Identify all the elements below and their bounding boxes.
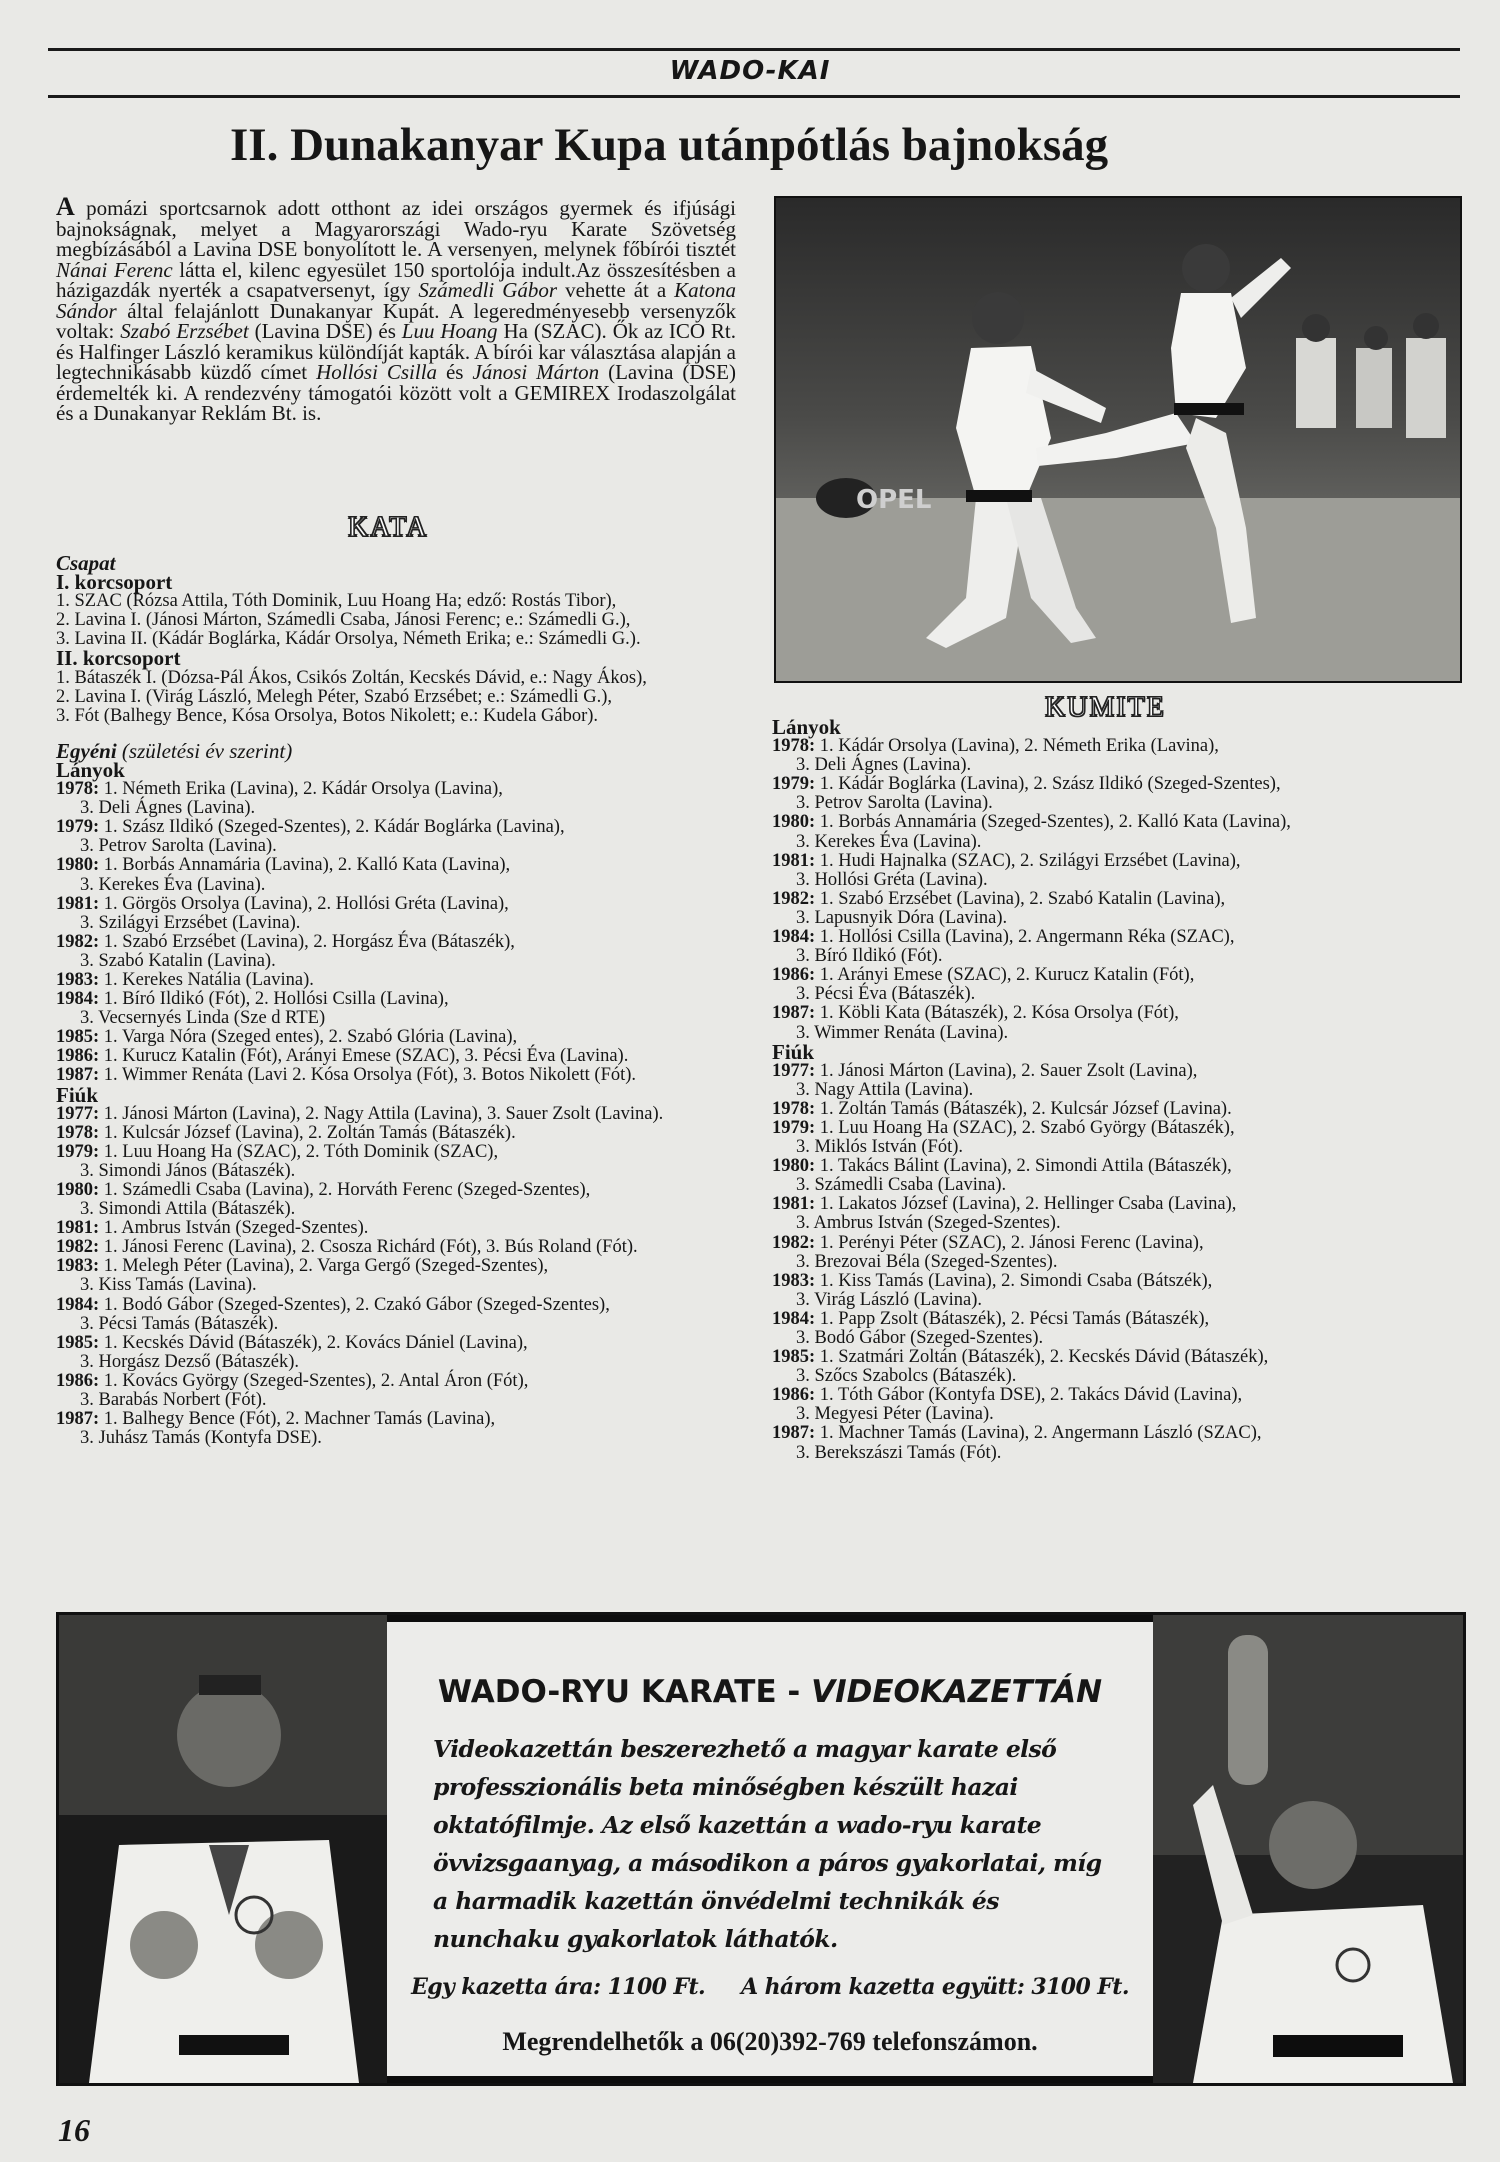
kata-girls-heading: Lányok: [56, 757, 125, 782]
result-line: 1985: 1. Kecskés Dávid (Bátaszék), 2. Kovács Dániel (Lavina),: [56, 1332, 528, 1353]
result-line: 1985: 1. Varga Nóra (Szeged entes), 2. Szabó Glória (Lavina),: [56, 1027, 518, 1048]
result-line-cont: 3. Juhász Tamás (Kontyfa DSE).: [80, 1428, 322, 1449]
result-line: 1979: 1. Kádár Boglárka (Lavina), 2. Szász Ildikó (Szeged-Szentes),: [772, 774, 1281, 795]
result-line: 1983: 1. Kerekes Natália (Lavina).: [56, 969, 314, 990]
result-line-cont: 3. Miklós István (Fót).: [796, 1137, 964, 1158]
kumite-results: [772, 715, 1291, 1463]
result-line: 1979: 1. Luu Hoang Ha (SZAC), 2. Tóth Dominik (SZAC),: [56, 1141, 499, 1162]
result-line: 1986: 1. Kurucz Katalin (Fót), Arányi Emese (SZAC), 3. Pécsi Éva (Lavina).: [56, 1046, 629, 1067]
result-line: 1984: 1. Bíró Ildikó (Fót), 2. Hollósi Csilla (Lavina),: [56, 989, 449, 1010]
karate-master-photo-right: [1153, 1615, 1463, 2083]
price-single: Egy kazetta ára: 1100 Ft.: [411, 1974, 706, 2000]
result-line: 1982: 1. Szabó Erzsébet (Lavina), 2. Horgász Éva (Bátaszék),: [56, 931, 515, 952]
result-line: 1984: 1. Papp Zsolt (Bátaszék), 2. Pécsi Tamás (Bátaszék),: [772, 1308, 1210, 1329]
team-heading: Csapat: [56, 551, 116, 575]
result-line-cont: 3. Horgász Dezső (Bátaszék).: [80, 1351, 300, 1372]
result-line: 1982: 1. Szabó Erzsébet (Lavina), 2. Szabó Katalin (Lavina),: [772, 888, 1226, 909]
result-line-cont: 3. Pécsi Tamás (Bátaszék).: [80, 1313, 279, 1334]
kata-boys-heading: Fiúk: [56, 1082, 99, 1107]
result-line-cont: 3. Pécsi Éva (Bátaszék).: [796, 984, 976, 1005]
kata-girls-list: [56, 780, 663, 1086]
result-line-cont: 3. Kiss Tamás (Lavina).: [80, 1275, 257, 1296]
result-line-cont: 3. Deli Ágnes (Lavina).: [796, 755, 972, 776]
result-line-cont: 3. Berekszászi Tamás (Fót).: [796, 1442, 1002, 1463]
result-line-cont: 3. Virág László (Lavina).: [796, 1289, 983, 1310]
header-label: WADO-KAI: [669, 56, 831, 86]
result-line: 1986: 1. Kovács György (Szeged-Szentes), 2. Antal Áron (Fót),: [56, 1370, 529, 1391]
header-bottom-rule: [48, 95, 1460, 98]
result-line-cont: 3. Megyesi Péter (Lavina).: [796, 1404, 994, 1425]
result-line-cont: 3. Bíró Ildikó (Fót).: [796, 946, 943, 967]
article-intro: A pomázi sportcsarnok adott otthont az idei országos gyermek és ifjúsági bajnokságnak, melyet a Magyarországi Wado-ryu Karate Szövetség megbízásából a Lavina DSE bonyolított le. A versenyen, melynek főbírói tisztét Nánai Ferenc látta el, kilenc egyesület 150 sportolója indult.Az összesítésben a házigazdák nyerték a csapatversenyt, így Számedli Gábor vehette át a Katona Sándor által felajánlott Dunakanyar Kupát. A legeredményesebb versenyzők voltak: Szabó Erzsébet (Lavina DSE) és Luu Hoang Ha (SZAC). Ők az ICO Rt. és Halfinger László keramikus különdíját kapták. A bírói kar választása alapján a legtechnikásabb küzdő címet Hollósi Csilla és Jánosi Márton (Lavina (DSE) érdemelték ki. A rendezvény támogatói között volt a GEMIREX Irodaszolgálat és a Dunakanyar Reklám Bt. is.: [56, 192, 737, 425]
result-line-cont: 3. Deli Ágnes (Lavina).: [80, 798, 256, 819]
ad-order-phone: Megrendelhetők a 06(20)392-769 telefonszámon.: [502, 2027, 1038, 2056]
result-line-cont: 3. Vecsernyés Linda (Sze d RTE): [80, 1008, 326, 1029]
result-line: 1981: 1. Lakatos József (Lavina), 2. Hellinger Csaba (Lavina),: [772, 1194, 1237, 1215]
kumite-boys-list: [772, 1062, 1291, 1463]
result-line: 1979: 1. Luu Hoang Ha (SZAC), 2. Szabó György (Bátaszék),: [772, 1117, 1235, 1138]
kata-team-group-1: I. korcsoport 1. SZAC (Rózsa Attila, Tóth Dominik, Luu Hoang Ha; edző: Rostás Tibor), 2. Lavina I. (Jánosi Márton, Számedli Csaba, Jánosi Ferenc; e.: Számedli G.), 3. Lavina II. (Kádár Boglárka, Kádár Orsolya, Németh Erika; e.: Számedli G.).: [56, 570, 641, 650]
result-line-cont: 3. Petrov Sarolta (Lavina).: [796, 793, 993, 814]
result-line: 1981: 1. Görgös Orsolya (Lavina), 2. Hollósi Gréta (Lavina),: [56, 893, 509, 914]
result-line-cont: 3. Barabás Norbert (Fót).: [80, 1390, 267, 1411]
kata-section-title: KATA: [348, 512, 429, 543]
result-line: 1987: 1. Machner Tamás (Lavina), 2. Angermann László (SZAC),: [772, 1423, 1262, 1444]
result-line: 1978: 1. Németh Erika (Lavina), 2. Kádár Orsolya (Lavina),: [56, 779, 503, 800]
article-title: II. Dunakanyar Kupa utánpótlás bajnokság: [230, 119, 1109, 171]
kumite-boys-heading: Fiúk: [772, 1039, 815, 1064]
individual-heading: Egyéni (születési év szerint): [56, 738, 293, 763]
result-line: 1981: 1. Ambrus István (Szeged-Szentes).: [56, 1218, 369, 1239]
ad-title: WADO-RYU KARATE - VIDEOKAZETTÁN: [437, 1674, 1103, 1710]
kumite-section-title: KUMITE: [1045, 692, 1166, 723]
ad-prices: [387, 1974, 1153, 2000]
result-line: 1977: 1. Jánosi Márton (Lavina), 2. Nagy Attila (Lavina), 3. Sauer Zsolt (Lavina).: [56, 1103, 664, 1124]
result-line: 1980: 1. Borbás Annamária (Szeged-Szentes), 2. Kalló Kata (Lavina),: [772, 812, 1291, 833]
result-line: 1977: 1. Jánosi Márton (Lavina), 2. Sauer Zsolt (Lavina),: [772, 1060, 1198, 1081]
result-line: 1986: 1. Tóth Gábor (Kontyfa DSE), 2. Takács Dávid (Lavina),: [772, 1385, 1243, 1406]
price-all: A három kazetta együtt: 3100 Ft.: [741, 1974, 1129, 2000]
result-line-cont: 3. Ambrus István (Szeged-Szentes).: [796, 1213, 1061, 1234]
result-line: 1983: 1. Melegh Péter (Lavina), 2. Varga Gergő (Szeged-Szentes),: [56, 1256, 549, 1277]
result-line-cont: 3. Szabó Katalin (Lavina).: [80, 950, 276, 971]
result-line-cont: 3. Lapusnyik Dóra (Lavina).: [796, 907, 1008, 928]
result-line: 1982: 1. Jánosi Ferenc (Lavina), 2. Csosza Richárd (Fót), 3. Bús Roland (Fót).: [56, 1237, 638, 1258]
kata-results: [56, 551, 664, 1449]
page-number: 16: [58, 2112, 90, 2148]
video-cassette-ad: [56, 1612, 1466, 2086]
result-line: 1980: 1. Borbás Annamária (Lavina), 2. Kalló Kata (Lavina),: [56, 855, 511, 876]
result-line-cont: 3. Wimmer Renáta (Lavina).: [796, 1022, 1009, 1043]
result-line-cont: 3. Nagy Attila (Lavina).: [796, 1079, 974, 1100]
result-line-cont: 3. Simondi Attila (Bátaszék).: [80, 1199, 296, 1220]
result-line-cont: 3. Kerekes Éva (Lavina).: [80, 874, 266, 895]
result-line: 1987: 1. Köbli Kata (Bátaszék), 2. Kósa Orsolya (Fót),: [772, 1003, 1179, 1024]
result-line: 1984: 1. Hollósi Csilla (Lavina), 2. Angermann Réka (SZAC),: [772, 927, 1235, 948]
kata-team-group-2: II. korcsoport 1. Bátaszék I. (Dózsa-Pál Ákos, Csikós Zoltán, Kecskés Dávid, e.: Nagy Ákos), 2. Lavina I. (Virág László, Melegh Péter, Szabó Erzsébet; e.: Számedli G.), 3. Fót (Balhegy Bence, Kósa Orsolya, Botos Nikolett; e.: Kudela Gábor).: [56, 646, 647, 726]
karate-kick-photo: [774, 196, 1462, 683]
kumite-girls-heading: Lányok: [772, 715, 841, 739]
kata-boys-list: [56, 1105, 663, 1449]
result-line-cont: 3. Hollósi Gréta (Lavina).: [796, 869, 988, 890]
svg-text:OPEL: OPEL: [856, 485, 932, 515]
result-line: 1978: 1. Kulcsár József (Lavina), 2. Zoltán Tamás (Bátaszék).: [56, 1122, 516, 1143]
ad-body: Videokazettán beszerezhető a magyar karate első professzionális beta minőségben készült hazai oktatófilmje. Az első kazettán a wado-ryu karate övvizsgaanyag, a másodikon a páros gyakorlatai, míg a harmadik kazettán önvédelmi technikák és nunchaku gyakorlatok láthatók.: [433, 1735, 1102, 1953]
result-line: 1985: 1. Szatmári Zoltán (Bátaszék), 2. Kecskés Dávid (Bátaszék),: [772, 1347, 1269, 1368]
result-line: 1981: 1. Hudi Hajnalka (SZAC), 2. Szilágyi Erzsébet (Lavina),: [772, 850, 1241, 871]
result-line-cont: 3. Szőcs Szabolcs (Bátaszék).: [796, 1366, 1017, 1387]
result-line: 1987: 1. Balhegy Bence (Fót), 2. Machner Tamás (Lavina),: [56, 1409, 496, 1430]
result-line: 1978: 1. Zoltán Tamás (Bátaszék), 2. Kulcsár József (Lavina).: [772, 1098, 1232, 1119]
result-line: 1979: 1. Szász Ildikó (Szeged-Szentes), 2. Kádár Boglárka (Lavina),: [56, 817, 565, 838]
result-line: 1987: 1. Wimmer Renáta (Lavi 2. Kósa Orsolya (Fót), 3. Botos Nikolett (Fót).: [56, 1065, 637, 1086]
result-line-cont: 3. Brezovai Béla (Szeged-Szentes).: [796, 1251, 1058, 1272]
result-line-cont: 3. Bodó Gábor (Szeged-Szentes).: [796, 1328, 1044, 1348]
result-line: 1978: 1. Kádár Orsolya (Lavina), 2. Németh Erika (Lavina),: [772, 736, 1219, 757]
result-line-cont: 3. Simondi János (Bátaszék).: [80, 1160, 296, 1181]
kumite-girls-list: [772, 737, 1291, 1043]
header-top-rule: [48, 48, 1460, 51]
result-line: 1982: 1. Perényi Péter (SZAC), 2. Jánosi Ferenc (Lavina),: [772, 1232, 1204, 1253]
result-line: 1984: 1. Bodó Gábor (Szeged-Szentes), 2. Czakó Gábor (Szeged-Szentes),: [56, 1294, 610, 1315]
result-line-cont: 3. Kerekes Éva (Lavina).: [796, 831, 982, 852]
result-line: 1986: 1. Arányi Emese (SZAC), 2. Kurucz Katalin (Fót),: [772, 965, 1195, 986]
result-line: 1980: 1. Számedli Csaba (Lavina), 2. Horváth Ferenc (Szeged-Szentes),: [56, 1180, 591, 1200]
result-line-cont: 3. Petrov Sarolta (Lavina).: [80, 836, 277, 857]
result-line: 1980: 1. Takács Bálint (Lavina), 2. Simondi Attila (Bátaszék),: [772, 1156, 1232, 1177]
result-line-cont: 3. Számedli Csaba (Lavina).: [796, 1175, 1007, 1196]
ad-text-panel: [387, 1622, 1153, 2076]
result-line: 1983: 1. Kiss Tamás (Lavina), 2. Simondi Csaba (Bátszék),: [772, 1270, 1213, 1291]
result-line-cont: 3. Szilágyi Erzsébet (Lavina).: [80, 912, 301, 933]
karate-master-photo-left: [59, 1615, 387, 2083]
